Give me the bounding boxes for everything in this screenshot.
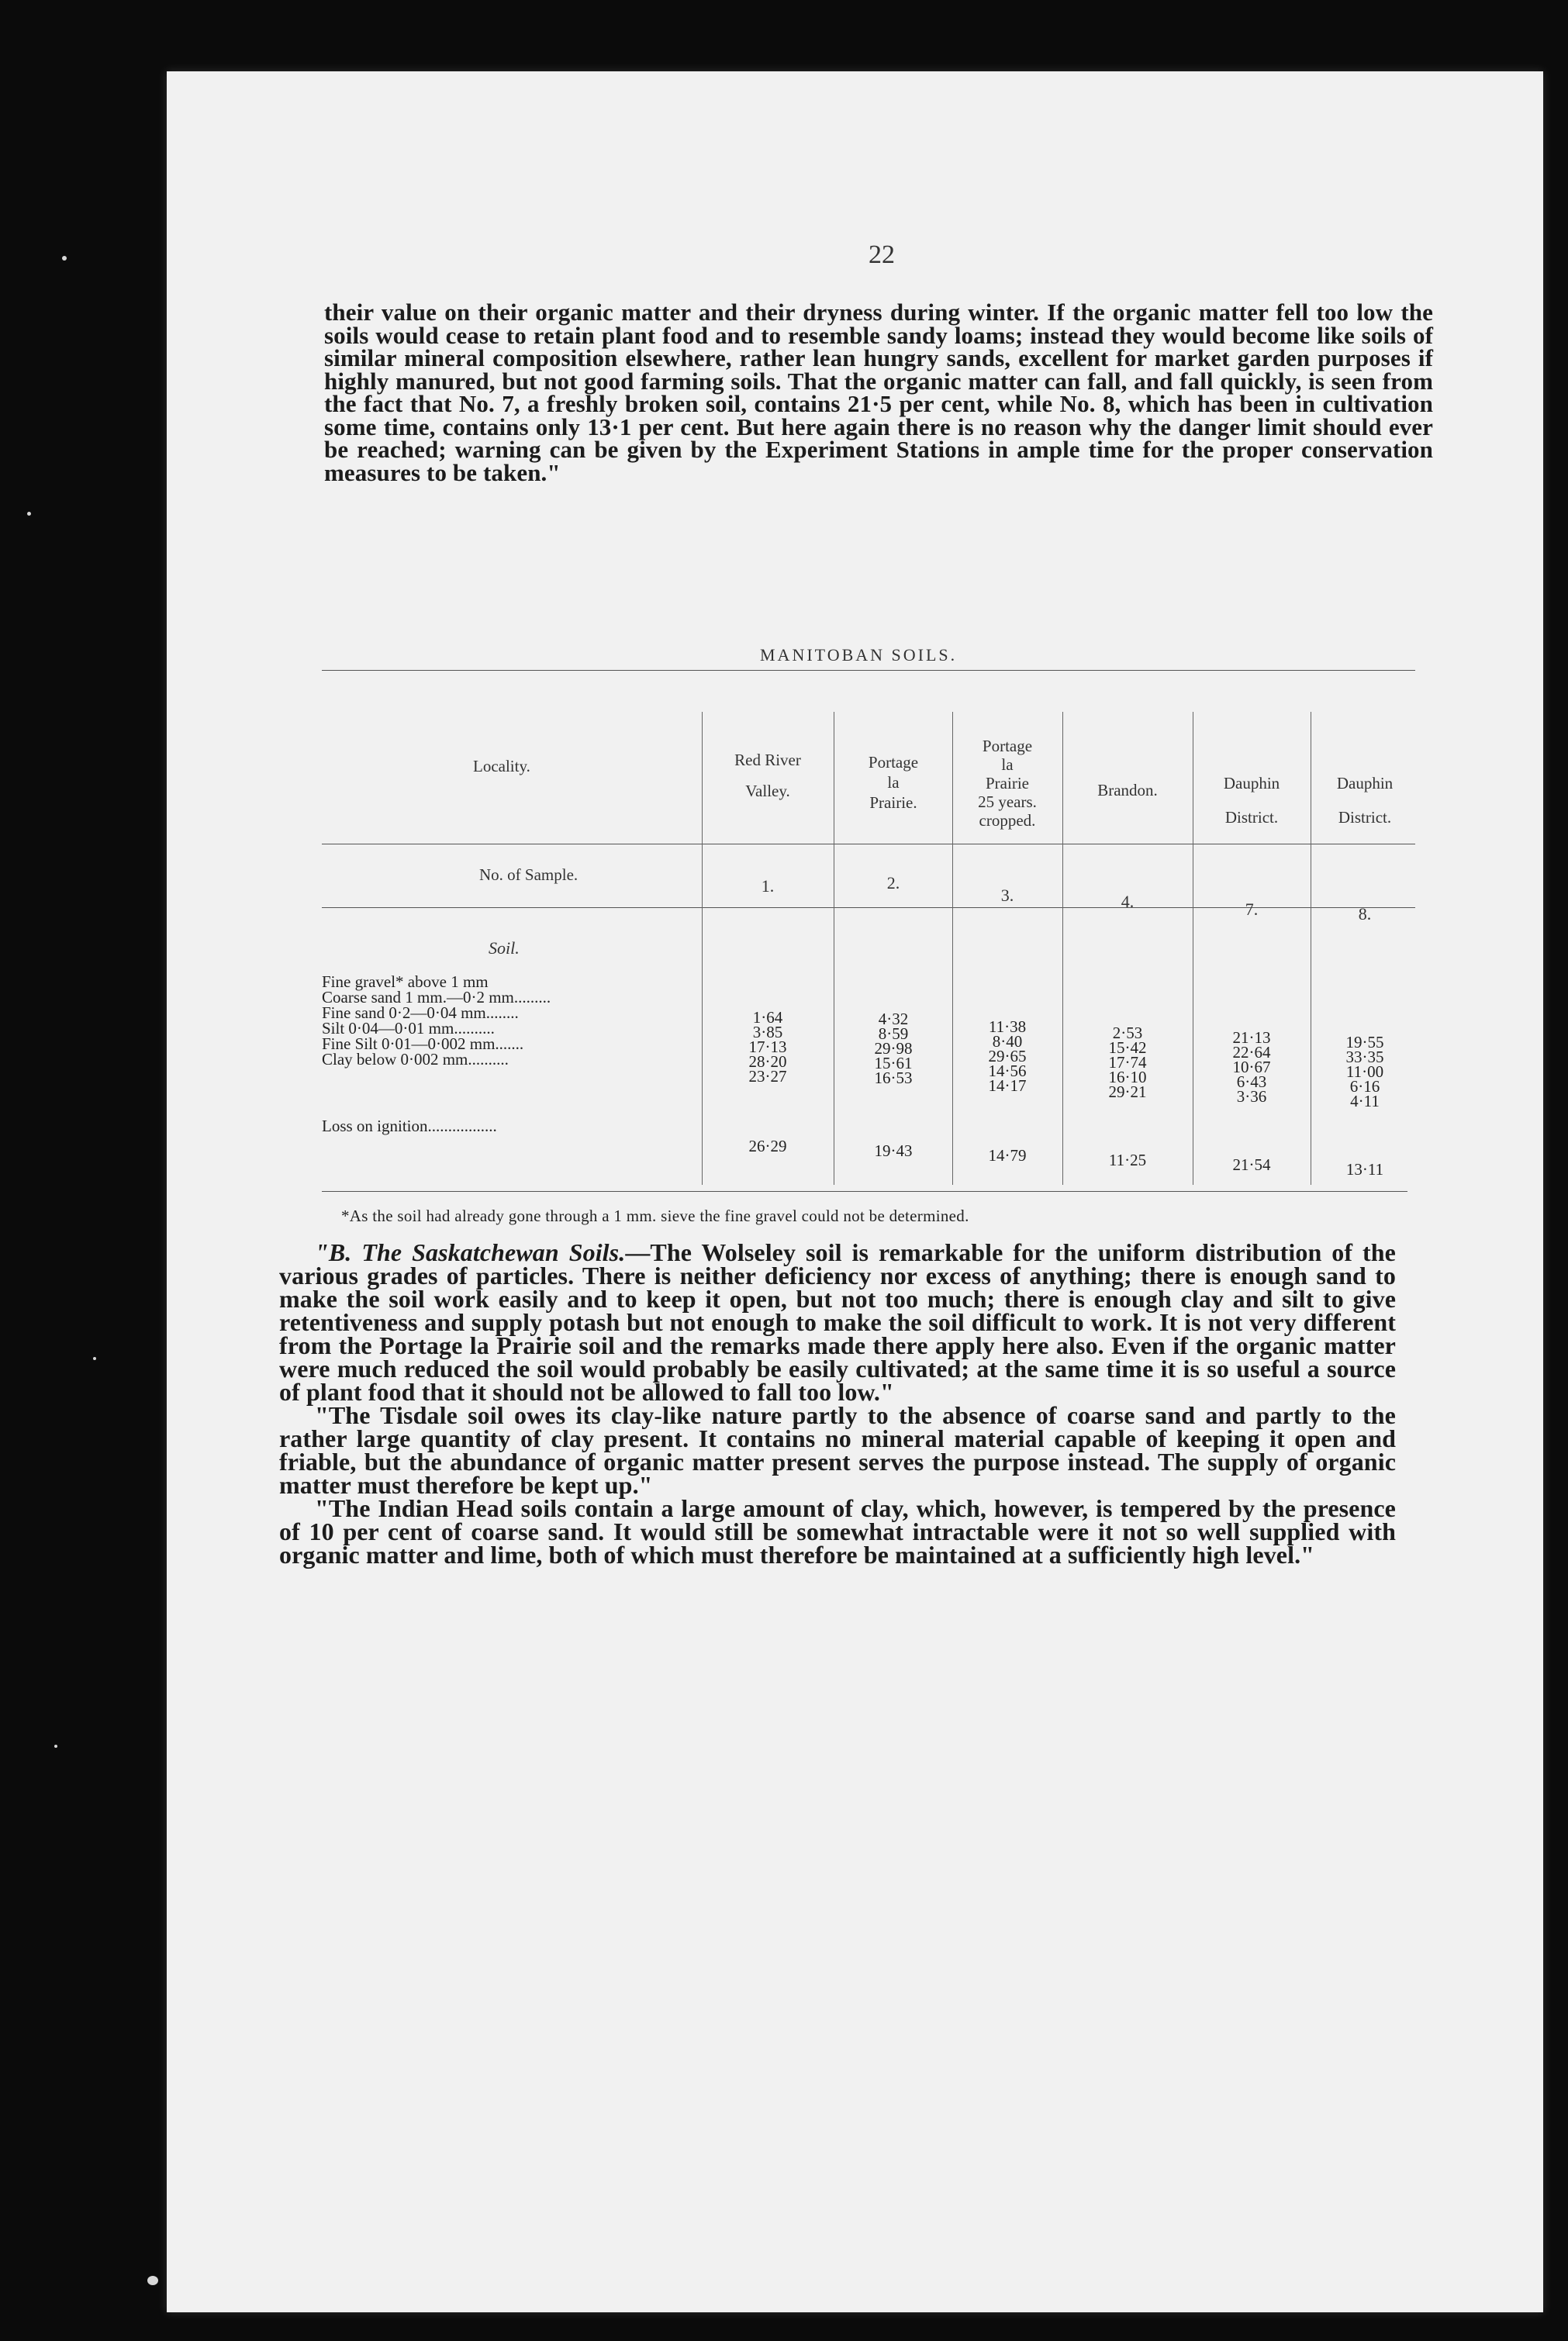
sample-label: No. of Sample.: [479, 865, 579, 884]
sample-number: 7.: [1245, 899, 1259, 919]
table-cell: 14·56: [988, 1062, 1027, 1080]
row-label: Clay below 0·002 mm..........: [322, 1050, 509, 1069]
scan-speck: [147, 2276, 158, 2285]
table-footnote: *As the soil had already gone through a 1 mm. sieve the fine gravel could not be determined.: [341, 1207, 969, 1225]
row-label: Fine sand 0·2—0·04 mm........: [322, 1003, 519, 1022]
column-header-line: cropped.: [979, 811, 1036, 830]
column-header: [831, 752, 955, 813]
row-label: Fine Silt 0·01—0·002 mm.......: [322, 1034, 524, 1053]
paragraph-text: —The Wolseley soil is remarkable for the uniform distribution of the various grades of particles. There is neither deficiency nor excess of anything; there is enough sand to make the soil work easily and to keep it open, but not too much; there is enough clay and silt to give retentiveness and supply potash but not enough to make the soil difficult to work. It is not very different from the Portage la Prairie soil and the remarks made there apply here also. Even if the organic matter were much reduced the soil would probably be easily cultivated; at the same time it is so useful a source of plant food that it should not be allowed to fall too low.": [279, 1238, 1396, 1406]
scan-speck: [93, 1357, 96, 1360]
ignition-label: Loss on ignition.................: [322, 1117, 497, 1135]
table-cell: 4·32: [878, 1010, 909, 1028]
section-heading: "B. The Saskatchewan Soils.: [315, 1238, 626, 1266]
ignition-cell: 11·25: [1108, 1151, 1147, 1169]
table-cell: 16·10: [1108, 1068, 1147, 1086]
row-label: Silt 0·04—0·01 mm..........: [322, 1019, 495, 1038]
table-title: MANITOBAN SOILS.: [760, 645, 958, 665]
table-cell: 10·67: [1232, 1058, 1271, 1076]
scan-speck: [27, 512, 31, 516]
table-cell: 16·53: [874, 1069, 913, 1087]
column-header-line: Prairie.: [869, 793, 917, 812]
column-header-line: Prairie: [986, 774, 1029, 792]
column-header: [945, 737, 1069, 830]
table-cell: 6·16: [1349, 1077, 1380, 1096]
column-header: [706, 744, 830, 806]
scan-speck: [54, 1745, 57, 1748]
table-cell: 17·13: [748, 1038, 787, 1056]
ignition-cell: 19·43: [874, 1141, 913, 1160]
table-cell: 29·21: [1108, 1082, 1147, 1101]
column-header-line: Brandon.: [1097, 781, 1158, 799]
column-header-line: District.: [1338, 808, 1392, 827]
table-cell: 3·36: [1236, 1087, 1267, 1106]
column-header-line: Red River: [734, 751, 801, 769]
table-cell: 19·55: [1345, 1033, 1384, 1051]
column-header-line: 25 years.: [978, 792, 1037, 811]
ignition-cell: 13·11: [1345, 1160, 1384, 1179]
table-col-divider: [702, 712, 703, 1185]
sample-number: 8.: [1358, 904, 1372, 924]
table-cell: 29·65: [988, 1047, 1027, 1065]
row-label: Coarse sand 1 mm.—0·2 mm.........: [322, 988, 551, 1006]
table-cell: 15·61: [874, 1054, 913, 1072]
table-cell: 6·43: [1236, 1072, 1267, 1091]
table-cell: 11·00: [1345, 1062, 1384, 1081]
page-number: 22: [869, 240, 895, 269]
intro-paragraph: their value on their organic matter and their dryness during winter. If the organic matter fell too low the soils would cease to retain plant food and to resemble sandy loams; instead they would become like soils of similar mineral composition elsewhere, rather lean hungry sands, excellent for market garden purposes if highly manured, but not good farming soils. That the organic matter can fall, and fall quickly, is seen from the fact that No. 7, a freshly broken soil, contains 21·5 per cent, while No. 8, which has been in cultivation some time, contains only 13·1 per cent. But here again there is no reason why the danger limit should ever be reached; warning can be given by the Experiment Stations in ample time for the proper conservation measures to be taken.": [324, 299, 1433, 486]
table-rule-bottom: [322, 1191, 1407, 1192]
sample-number: 2.: [886, 873, 900, 893]
table-cell: 29·98: [874, 1039, 913, 1058]
column-header: [1303, 766, 1427, 834]
column-header-line: Dauphin: [1336, 774, 1394, 792]
ignition-cell: 14·79: [988, 1146, 1027, 1165]
soil-subheading: Soil.: [489, 938, 520, 958]
paragraph-text: "The Indian Head soils contain a large amount of clay, which, however, is tempered by the presence of 10 per cent of coarse sand. It would still be somewhat intractable were it not so well supplied with organic matter and lime, both of which must therefore be maintained at a sufficiently high level.": [279, 1494, 1396, 1569]
table-cell: 8·40: [992, 1032, 1023, 1051]
paragraph-text: "The Tisdale soil owes its clay-like nature partly to the absence of coarse sand and partly to the rather large quantity of clay present. It contains no mineral material capable of keeping it open and friable, but the abundance of organic matter present serves the purpose instead. The supply of organic matter must therefore be kept up.": [279, 1401, 1396, 1499]
sample-number: 1.: [761, 876, 775, 896]
table-cell: 14·17: [988, 1076, 1027, 1095]
sample-number: 4.: [1121, 892, 1135, 911]
column-header-line: Dauphin: [1223, 774, 1280, 792]
table-cell: 33·35: [1345, 1048, 1384, 1066]
column-header-line: Valley.: [745, 782, 790, 800]
locality-header: Locality.: [473, 757, 530, 775]
column-header-line: la: [887, 773, 900, 792]
table-cell: 15·42: [1108, 1038, 1147, 1057]
table-rule-top: [322, 670, 1415, 671]
ignition-cell: 26·29: [748, 1137, 787, 1155]
table-cell: 8·59: [878, 1024, 909, 1043]
scan-speck: [62, 256, 67, 261]
table-cell: 23·27: [748, 1067, 787, 1086]
row-label: Fine gravel* above 1 mm: [322, 972, 489, 991]
ignition-cell: 21·54: [1232, 1155, 1271, 1174]
table-cell: 2·53: [1112, 1024, 1143, 1042]
column-header: [1065, 780, 1190, 800]
table-cell: 11·38: [988, 1017, 1027, 1036]
table-cell: 17·74: [1108, 1053, 1147, 1072]
table-cell: 22·64: [1232, 1043, 1271, 1062]
column-header: [1190, 766, 1314, 834]
column-header-line: Portage: [868, 753, 919, 772]
table-cell: 1·64: [752, 1008, 783, 1027]
column-header-line: District.: [1224, 808, 1279, 827]
table-cell: 21·13: [1232, 1028, 1271, 1047]
table-cell: 3·85: [752, 1023, 783, 1041]
table-cell: 4·11: [1350, 1092, 1380, 1110]
table-cell: 28·20: [748, 1052, 787, 1071]
column-header-line: Portage: [982, 737, 1033, 755]
sample-number: 3.: [1000, 886, 1014, 905]
saskatchewan-section: [279, 1238, 1396, 1569]
column-header-line: la: [1001, 755, 1014, 774]
